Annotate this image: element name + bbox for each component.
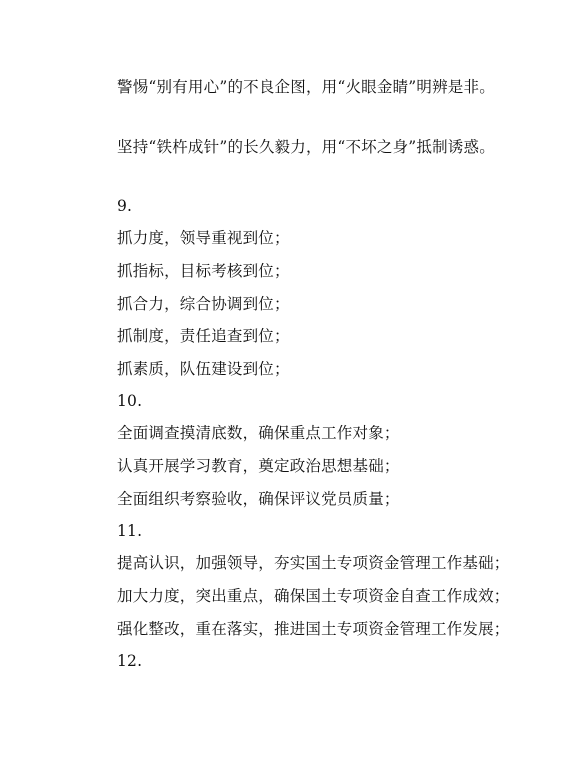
list-item: 认真开展学习教育，奠定政治思想基础； bbox=[117, 457, 400, 475]
section-number: 12. bbox=[117, 652, 143, 670]
list-item: 抓制度，责任追查到位； bbox=[117, 327, 290, 345]
list-item: 全面调查摸清底数，确保重点工作对象； bbox=[117, 424, 400, 442]
list-item: 强化整改，重在落实，推进国土专项资金管理工作发展； bbox=[117, 620, 510, 638]
paragraph-line: 警惕“别有用心”的不良企图，用“火眼金睛”明辨是非。 bbox=[117, 78, 495, 96]
section-number: 9. bbox=[117, 197, 133, 215]
list-item: 抓力度，领导重视到位； bbox=[117, 229, 290, 247]
section-number: 10. bbox=[117, 392, 143, 410]
list-item: 抓指标，目标考核到位； bbox=[117, 262, 290, 280]
paragraph-line: 坚持“铁杵成针”的长久毅力，用“不坏之身”抵制诱惑。 bbox=[117, 138, 495, 156]
section-number: 11. bbox=[117, 522, 143, 540]
list-item: 全面组织考察验收，确保评议党员质量； bbox=[117, 490, 400, 508]
list-item: 抓合力，综合协调到位； bbox=[117, 295, 290, 313]
list-item: 提高认识，加强领导，夯实国土专项资金管理工作基础； bbox=[117, 554, 510, 572]
list-item: 抓素质，队伍建设到位； bbox=[117, 360, 290, 378]
list-item: 加大力度，突出重点，确保国土专项资金自查工作成效； bbox=[117, 587, 510, 605]
